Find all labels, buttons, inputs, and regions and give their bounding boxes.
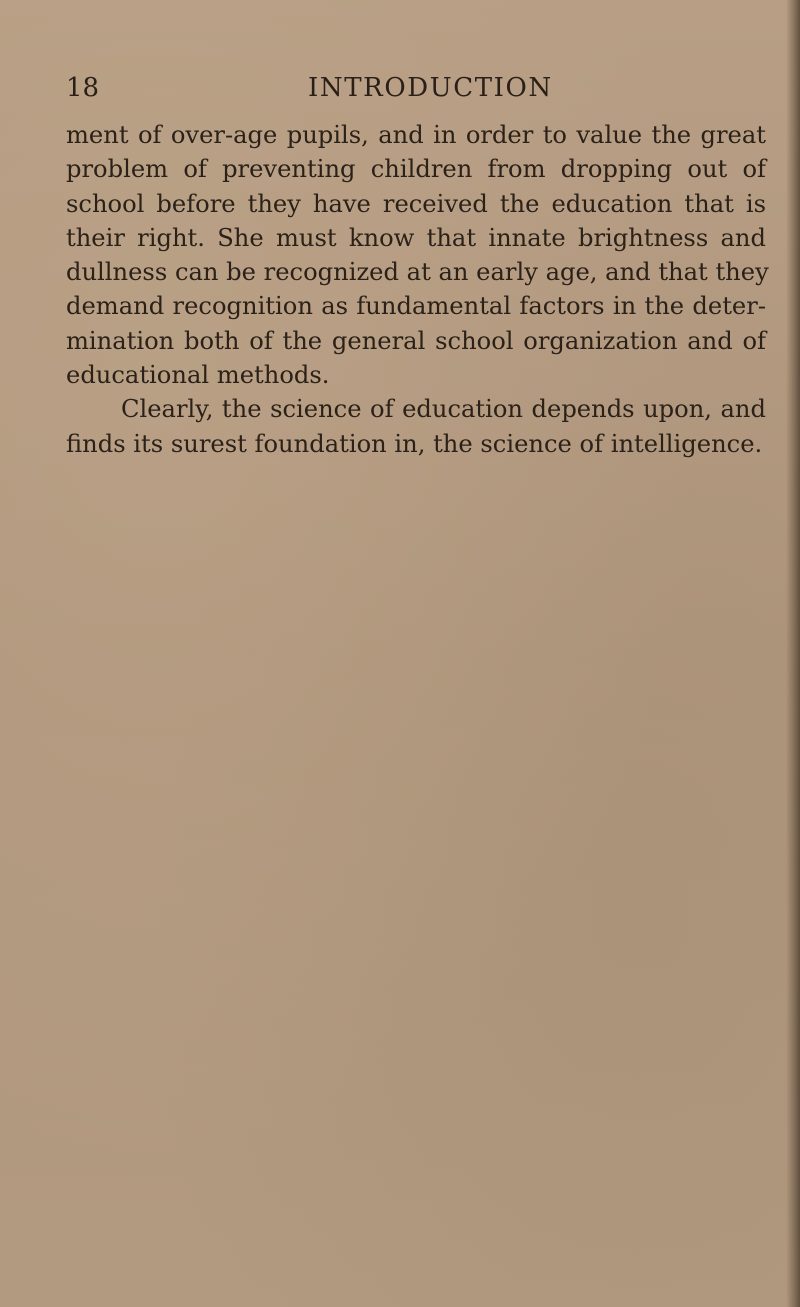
page-header — [66, 68, 766, 108]
running-head: INTRODUCTION — [308, 73, 553, 103]
text-line: their right. She must know that innate brightness and — [66, 223, 766, 252]
text-line: ment of over-age pupils, and in order to value the great — [66, 121, 766, 149]
text-line: finds its surest foundation in, the science of intelligence. — [66, 429, 763, 458]
page-edge-shadow — [786, 0, 800, 1307]
text-line: mination both of the general school organization and of — [66, 326, 766, 355]
text-line: dullness can be recognized at an early age, and that they — [66, 258, 769, 287]
text-line: problem of preventing children from dropping out of — [66, 155, 766, 184]
paragraph-first-line: Clearly, the science of education depends upon, and — [121, 395, 766, 424]
page-number: 18 — [66, 73, 100, 103]
text-line: school before they have received the education that is — [66, 189, 766, 218]
text-line: demand recognition as fundamental factors in the deter- — [66, 292, 766, 321]
body-text — [66, 118, 769, 461]
text-line: educational methods. — [66, 361, 330, 390]
